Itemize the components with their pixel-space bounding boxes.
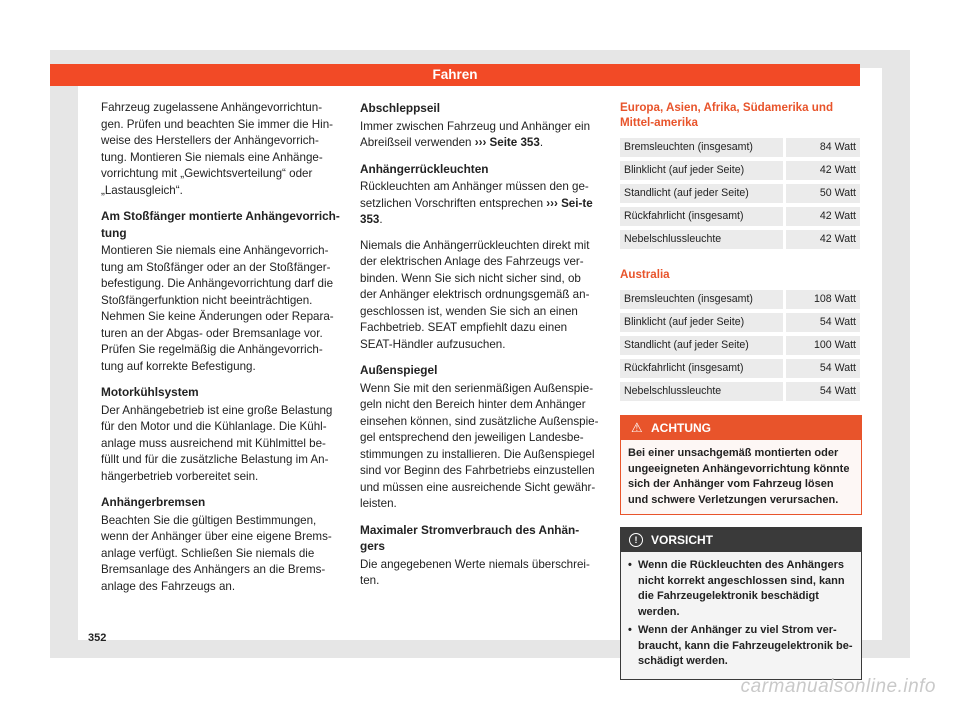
caution-header <box>621 528 861 552</box>
text-exterior-mirrors: Wenn Sie mit den serienmäßigen Außenspie-geln nicht den Bereich hinter dem Anhänger einsehen können, sind zusätzliche Außenspie-gel entsprechend den jeweiligen Landesbe-stimmungen zu installieren. Die Außenspiegel sind vor Beginn des Fahrbetriebs einzustellen und müssen eine ausreichende Sicht gewähr-leisten. <box>360 381 599 510</box>
table-cell-label: Bremsleuchten (insgesamt) <box>620 138 783 157</box>
power-table-australia <box>620 286 860 405</box>
table-cell-label: Blinklicht (auf jeder Seite) <box>620 313 783 332</box>
table-row <box>620 230 860 249</box>
section-title: Fahren <box>432 67 478 82</box>
table-row <box>620 336 860 355</box>
text-breakaway-cable: Immer zwischen Fahrzeug und Anhänger ein Abreißseil verwenden ››› Seite 353. <box>360 119 591 149</box>
table-row <box>620 184 860 203</box>
table-cell-value: 54 Watt <box>783 359 860 378</box>
intro-text: Fahrzeug zugelassene Anhängevorrichtun-gen. Prüfen und beachten Sie immer die Hin-weise des Herstellers der Anhängevorrich-tung. Montieren Sie niemals eine Anhänge-vorrichtung mit „Gewichtsverteilung“ oder „Lastausgleich“. <box>101 101 334 197</box>
table-cell-value: 42 Watt <box>783 207 860 226</box>
heading-engine-cooling: Motorkühlsystem <box>101 385 199 399</box>
table-cell-value: 42 Watt <box>783 230 860 249</box>
table-cell-value: 50 Watt <box>783 184 860 203</box>
column-3 <box>620 100 860 680</box>
table-cell-value: 54 Watt <box>783 313 860 332</box>
text-tail-lights-body: Rückleuchten am Anhänger müssen den ge-setzlichen Vorschriften entsprechen <box>360 180 589 210</box>
text-max-power-consumption: Die angegebenen Werte niemals überschrei-ten. <box>360 557 590 587</box>
region-heading-australia: Australia <box>620 268 670 281</box>
table-row <box>620 161 860 180</box>
warning-box <box>620 415 862 515</box>
caution-item: • Wenn der Anhänger zu viel Strom ver-braucht, kann die Fahrzeugelektronik be-schädigt werden. <box>628 623 853 670</box>
heading-bumper-mounted-hitch: Am Stoßfänger montierte Anhängevorrich-tung <box>101 209 340 240</box>
section-header <box>50 64 860 86</box>
text-trailer-tail-lights: Rückleuchten am Anhänger müssen den ge-setzlichen Vorschriften entsprechen ››› Sei-te 353. <box>360 180 593 226</box>
warning-title: ACHTUNG <box>651 421 711 435</box>
table-row <box>620 290 860 309</box>
table-cell-value: 54 Watt <box>783 382 860 401</box>
column-2 <box>360 100 600 599</box>
table-row <box>620 313 860 332</box>
page-reference-link[interactable]: ››› Sei-te 353 <box>360 196 593 226</box>
region-heading-europe: Europa, Asien, Afrika, Südamerika und Mittel-amerika <box>620 101 834 129</box>
caution-body <box>621 552 861 679</box>
table-row <box>620 138 860 157</box>
info-circle-icon: ! <box>629 533 643 547</box>
table-cell-label: Bremsleuchten (insgesamt) <box>620 290 783 309</box>
text-breakaway-cable-body: Immer zwischen Fahrzeug und Anhänger ein Abreißseil verwenden <box>360 119 591 149</box>
table-cell-label: Rückfahrlicht (insgesamt) <box>620 207 783 226</box>
table-row <box>620 207 860 226</box>
table-cell-label: Blinklicht (auf jeder Seite) <box>620 161 783 180</box>
heading-max-power-consumption: Maximaler Stromverbrauch des Anhän-gers <box>360 522 580 553</box>
caution-title: VORSICHT <box>651 533 714 547</box>
table-cell-label: Rückfahrlicht (insgesamt) <box>620 359 783 378</box>
table-cell-value: 108 Watt <box>783 290 860 309</box>
table-cell-label: Standlicht (auf jeder Seite) <box>620 336 783 355</box>
power-table-europe <box>620 134 860 253</box>
table-row <box>620 359 860 378</box>
page-reference-link[interactable]: ››› Seite 353 <box>474 136 540 149</box>
table-cell-value: 42 Watt <box>783 161 860 180</box>
table-cell-label: Nebelschlussleuchte <box>620 230 783 249</box>
page-number: 352 <box>88 632 107 644</box>
watermark: carmanualsonline.info <box>740 676 936 697</box>
text-tail-lights-wiring: Niemals die Anhängerrückleuchten direkt mit der elektrischen Anlage des Fahrzeugs ver-binden. Wenn Sie sich nicht sicher sind, ob der Anhänger elektrisch ordnungsgemäß an-geschlossen ist, wenden Sie sich an einen Fachbetrieb. SEAT empfiehlt dazu einen SEAT-Händler aufzusuchen. <box>360 238 590 351</box>
warning-text: Bei einer unsachgemäß montierten oder ungeeigneten Anhängevorrichtung könnte sich der Anhänger vom Fahrzeug lösen und schwere Verletzungen verursachen. <box>628 447 850 506</box>
table-cell-value: 100 Watt <box>783 336 860 355</box>
heading-breakaway-cable: Abschleppseil <box>360 101 440 115</box>
text-engine-cooling: Der Anhängebetrieb ist eine große Belastung für den Motor und die Kühlanlage. Die Kühl-anlage muss ausreichend mit Kühlmittel be-füllt und für die zusätzliche Belastung im An-hängerbetrieb vorbereitet sein. <box>101 403 333 483</box>
heading-trailer-brakes: Anhängerbremsen <box>101 495 206 509</box>
text-bumper-mounted-hitch: Montieren Sie niemals eine Anhängevorrich-tung am Stoßfänger oder an der Stoßfänger-befestigung. Die Anhängevorrichtung darf die Stoßfängerfunktion nicht beeinträchtigen. Nehmen Sie keine Änderungen oder Repara-turen an der Abgas- oder Bremsanlage vor. Prüfen Sie regelmäßig die Anhängevorrich-tung auf korrekte Befestigung. <box>101 244 334 373</box>
warning-triangle-icon: ⚠ <box>631 420 643 435</box>
table-cell-label: Standlicht (auf jeder Seite) <box>620 184 783 203</box>
table-cell-label: Nebelschlussleuchte <box>620 382 783 401</box>
heading-trailer-tail-lights: Anhängerrückleuchten <box>360 161 489 176</box>
column-1 <box>101 100 341 604</box>
caution-box <box>620 527 862 680</box>
text-trailer-brakes: Beachten Sie die gültigen Bestimmungen, wenn der Anhänger über eine eigene Brems-anlage verfügt. Schließen Sie niemals die Bremsanlage des Anhängers an die Brems-anlage des Fahrzeugs an. <box>101 513 332 593</box>
heading-exterior-mirrors: Außenspiegel <box>360 363 438 377</box>
caution-item: • Wenn die Rückleuchten des Anhängers nicht korrekt angeschlossen sind, kann die Fahrzeugelektronik beschädigt werden. <box>628 558 853 620</box>
warning-header <box>621 416 861 440</box>
table-row <box>620 382 860 401</box>
table-cell-value: 84 Watt <box>783 138 860 157</box>
